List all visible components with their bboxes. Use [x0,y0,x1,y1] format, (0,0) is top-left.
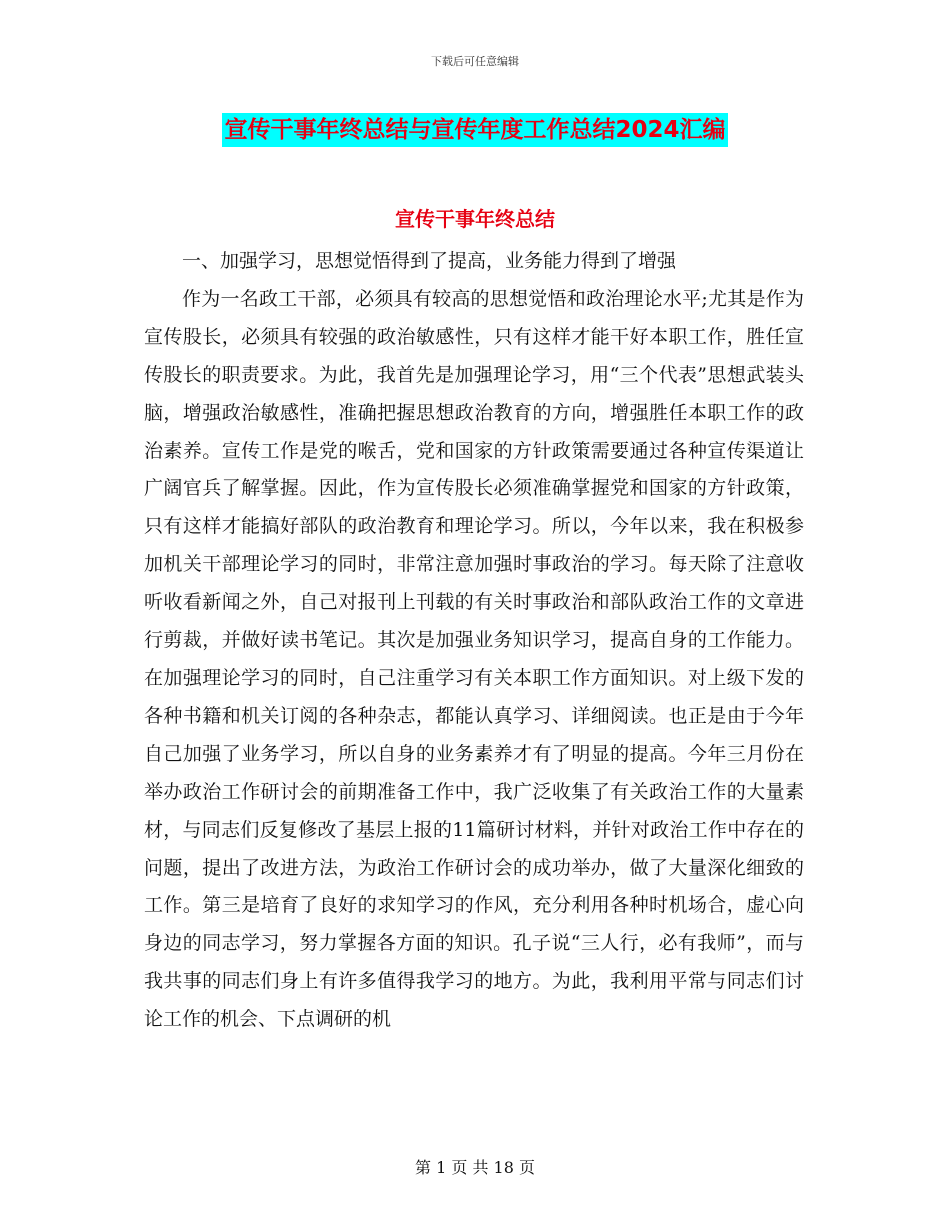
document-body [144,243,804,1039]
header-note: 下载后可任意编辑 [431,55,519,68]
page-number: 第 1 页 共 18 页 [415,1158,535,1177]
section-heading: 一、加强学习，思想觉悟得到了提高，业务能力得到了增强 [182,250,677,272]
section-title: 宣传干事年终总结 [395,207,555,231]
document-title-container [0,113,950,147]
document-title: 宣传干事年终总结与宣传年度工作总结2024汇编 [222,113,727,147]
body-paragraph: 作为一名政工干部，必须具有较高的思想觉悟和政治理论水平;尤其是作为宣传股长，必须具有较强的政治敏感性，只有这样才能干好本职工作，胜任宣传股长的职责要求。为此，我首先是加强理论学习，用“三个代表”思想武装头脑，增强政治敏感性，准确把握思想政治教育的方向，增强胜任本职工作的政治素养。宣传工作是党的喉舌，党和国家的方针政策需要通过各种宣传渠道让广阔官兵了解掌握。因此，作为宣传股长必须准确掌握党和国家的方针政策，只有这样才能搞好部队的政治教育和理论学习。所以，今年以来，我在积极参加机关干部理论学习的同时，非常注意加强时事政治的学习。每天除了注意收听收看新闻之外，自己对报刊上刊载的有关时事政治和部队政治工作的文章进行剪裁，并做好读书笔记。其次是加强业务知识学习，提高自身的工作能力。在加强理论学习的同时，自己注重学习有关本职工作方面知识。对上级下发的各种书籍和机关订阅的各种杂志，都能认真学习、详细阅读。也正是由于今年自己加强了业务学习，所以自身的业务素养才有了明显的提高。今年三月份在举办政治工作研讨会的前期准备工作中，我广泛收集了有关政治工作的大量素材，与同志们反复修改了基层上报的11篇研讨材料，并针对政治工作中存在的问题，提出了改进方法，为政治工作研讨会的成功举办，做了大量深化细致的工作。第三是培育了良好的求知学习的作风，充分利用各种时机场合，虚心向身边的同志学习，努力掌握各方面的知识。孔子说“三人行，必有我师”，而与我共事的同志们身上有许多值得我学习的地方。为此，我利用平常与同志们讨论工作的机会、下点调研的机 [144,287,804,1031]
